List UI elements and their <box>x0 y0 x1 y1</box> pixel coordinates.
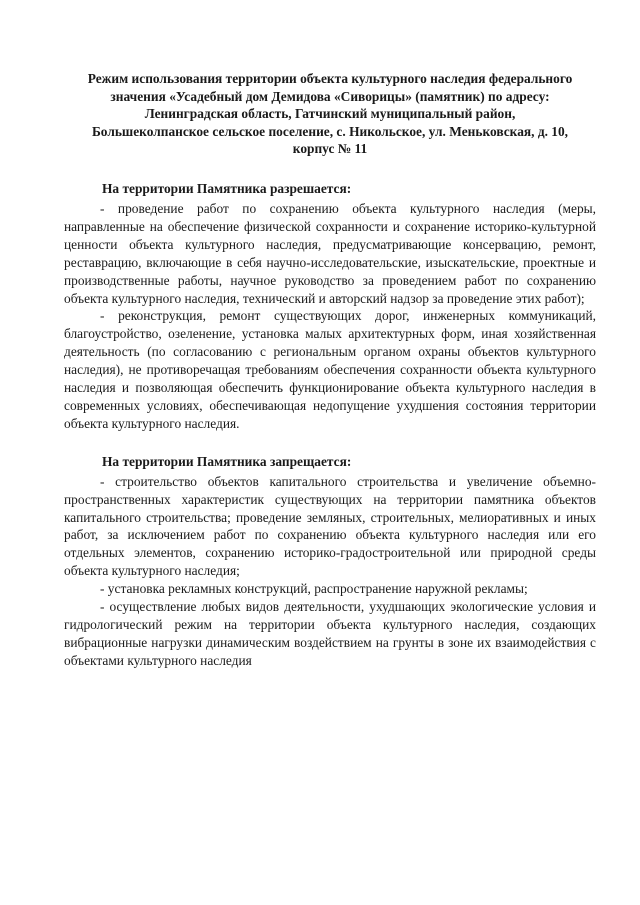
title-line: корпус № 11 <box>292 141 368 157</box>
prohibited-heading: На территории Памятника запрещается: <box>102 453 352 469</box>
prohibited-section <box>64 453 596 670</box>
prohibited-item: - осуществление любых видов деятельности, ухудшающих экологические условия и гидрологический режим на территории объекта культурного наследия, создающих вибрационные нагрузки динамическим воздействием на грунты в зоне их взаимодействия с объектами культурного наследия <box>64 599 596 668</box>
title-line: Режим использования территории объекта культурного наследия федерального <box>87 71 573 86</box>
title-line: значения «Усадебный дом Демидова «Сиворицы» (памятник) по адресу: <box>110 88 550 104</box>
permitted-section <box>64 180 596 433</box>
prohibited-item: - строительство объектов капитального строительства и увеличение объемно-пространственных характеристик существующих на территории памятника объектов капитального строительства; проведение земляных, строительных, мелиоративных и иных работ, за исключением работ по сохранению объекта культурного наследия или его отдельных элементов, сохранению историко-градостроительной или природной среды объекта культурного наследия; <box>64 473 596 579</box>
permitted-item: - проведение работ по сохранению объекта культурного наследия (меры, направленные на обеспечение физической сохранности и сохранение историко-культурной ценности объекта культурного наследия, предусматривающие консервацию, ремонт, реставрацию, включающие в себя научно-исследовательские, изыскательские, проектные и производственные работы, научное руководство за проведением работ по сохранению объекта культурного наследия, технический и авторский надзор за проведение этих работ); <box>64 200 596 306</box>
section-spacer <box>64 433 596 453</box>
title-line: Большеколпанское сельское поселение, с. Никольское, ул. Меньковская, д. 10, <box>91 123 569 139</box>
prohibited-item: - установка рекламных конструкций, распространение наружной рекламы; <box>100 581 528 597</box>
permitted-item: - реконструкция, ремонт существующих дорог, инженерных коммуникаций, благоустройство, озеленение, установка малых архитектурных форм, иная хозяйственная деятельность (по согласованию с региональным органом охраны объектов культурного наследия), не противоречащая требованиям обеспечения сохранности объекта культурного наследия и позволяющая обеспечить функционирование объекта культурного наследия в современных условиях, обеспечивающая недопущение ухудшения состояния территории объекта культурного наследия. <box>64 308 596 431</box>
title-line: Ленинградская область, Гатчинский муниципальный район, <box>144 106 516 122</box>
document-title <box>64 70 596 158</box>
permitted-heading: На территории Памятника разрешается: <box>102 180 352 196</box>
